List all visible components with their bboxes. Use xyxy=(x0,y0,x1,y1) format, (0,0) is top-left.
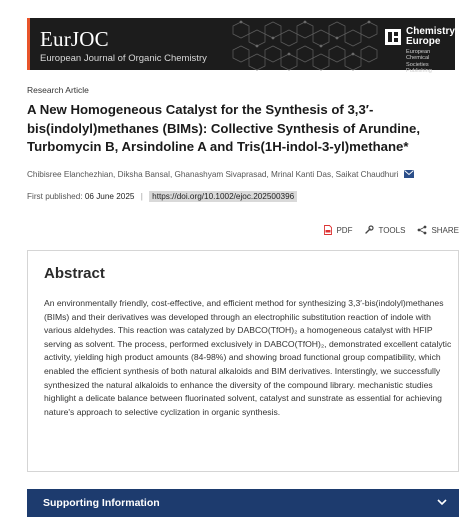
article-title: A New Homogeneous Catalyst for the Synthesis of 3,3′-bis(indolyl)methanes (BIMs): Collective Synthesis of Arundine, Turbomycin B, Arsindoline A and Tris(1H-indol-3-yl)methane* xyxy=(27,102,420,154)
abstract-text: An environmentally friendly, cost-effective, and efficient method for synthesizing 3,3′-bis(indolyl)methanes (BIMs) and their derivatives was developed through an electrophilic substitution reaction of indole with various aldehydes. This reaction was catalyzed by DABCO(TfOH)₂ a homogeneous catalyst with HFIP serving as solvent. The process, performed exclusively in DABCO(TfOH)₂, demonstrated excellent catalytic activity, yielding high product amounts (84-98%) and showing broad functional group compatibility, which enabled the efficient synthesis of both natural alkaloids and BIM derivatives. Interstingly, we successfully synthesized the natural alkaloids to enhance the diversity of the compound library. mechanistic studies highlight a delicate balance between fluorinated solvent, catalyst and sunstrate as essential for achieving nature's approach to selective cyclization in organic synthesis. xyxy=(44,298,452,417)
supporting-information-toggle[interactable] xyxy=(27,489,459,517)
publisher-name-line2: Europe xyxy=(406,36,441,47)
journal-name: EurJOC xyxy=(40,27,109,51)
first-published-date: 06 June 2025 xyxy=(84,192,135,201)
envelope-icon[interactable] xyxy=(404,170,414,178)
chevron-down-icon xyxy=(437,498,447,506)
doi-link[interactable]: https://doi.org/10.1002/ejoc.202500396 xyxy=(149,191,297,202)
publisher-name-line1: Chemistry xyxy=(406,26,455,37)
author-link[interactable]: Diksha Bansal xyxy=(117,170,170,179)
wrench-icon xyxy=(364,225,374,235)
tools-label: TOOLS xyxy=(378,225,406,235)
abstract-section xyxy=(27,250,459,472)
publisher-name xyxy=(406,27,455,47)
author-link[interactable]: Ghanashyam Sivaprasad xyxy=(174,170,267,179)
pdf-button[interactable] xyxy=(324,225,352,235)
molecule-pattern-graphic xyxy=(223,18,391,70)
article-tools xyxy=(324,225,459,235)
separator: | xyxy=(140,192,143,201)
author-link[interactable]: Mrinal Kanti Das xyxy=(271,170,332,179)
publisher-tagline xyxy=(406,49,455,75)
tools-button[interactable] xyxy=(364,225,405,235)
abstract-heading: Abstract xyxy=(44,265,105,282)
share-icon xyxy=(417,225,427,235)
journal-banner[interactable] xyxy=(27,18,455,75)
publisher-tagline-line2: Societies Publishing xyxy=(406,61,432,75)
share-button[interactable] xyxy=(417,225,459,235)
author-list: Chibisree Elanchezhian, Diksha Bansal, Ghanashyam Sivaprasad, Mrinal Kanti Das, Saikat Chaudhuri xyxy=(27,170,414,179)
banner-accent-stripe xyxy=(27,18,30,70)
first-published-label: First published: xyxy=(27,192,83,201)
pdf-icon xyxy=(324,225,332,235)
supporting-information-label: Supporting Information xyxy=(43,497,160,509)
author-link[interactable]: Saikat Chaudhuri xyxy=(335,170,399,179)
journal-subtitle: European Journal of Organic Chemistry xyxy=(40,53,207,64)
publisher-tagline-line1: European Chemical xyxy=(406,49,431,62)
pdf-label: PDF xyxy=(336,225,353,235)
publication-info xyxy=(27,192,297,201)
chemistry-europe-logo-icon xyxy=(385,29,401,45)
author-link[interactable]: Chibisree Elanchezhian xyxy=(27,170,114,179)
article-type: Research Article xyxy=(27,85,89,95)
share-label: SHARE xyxy=(431,225,459,235)
